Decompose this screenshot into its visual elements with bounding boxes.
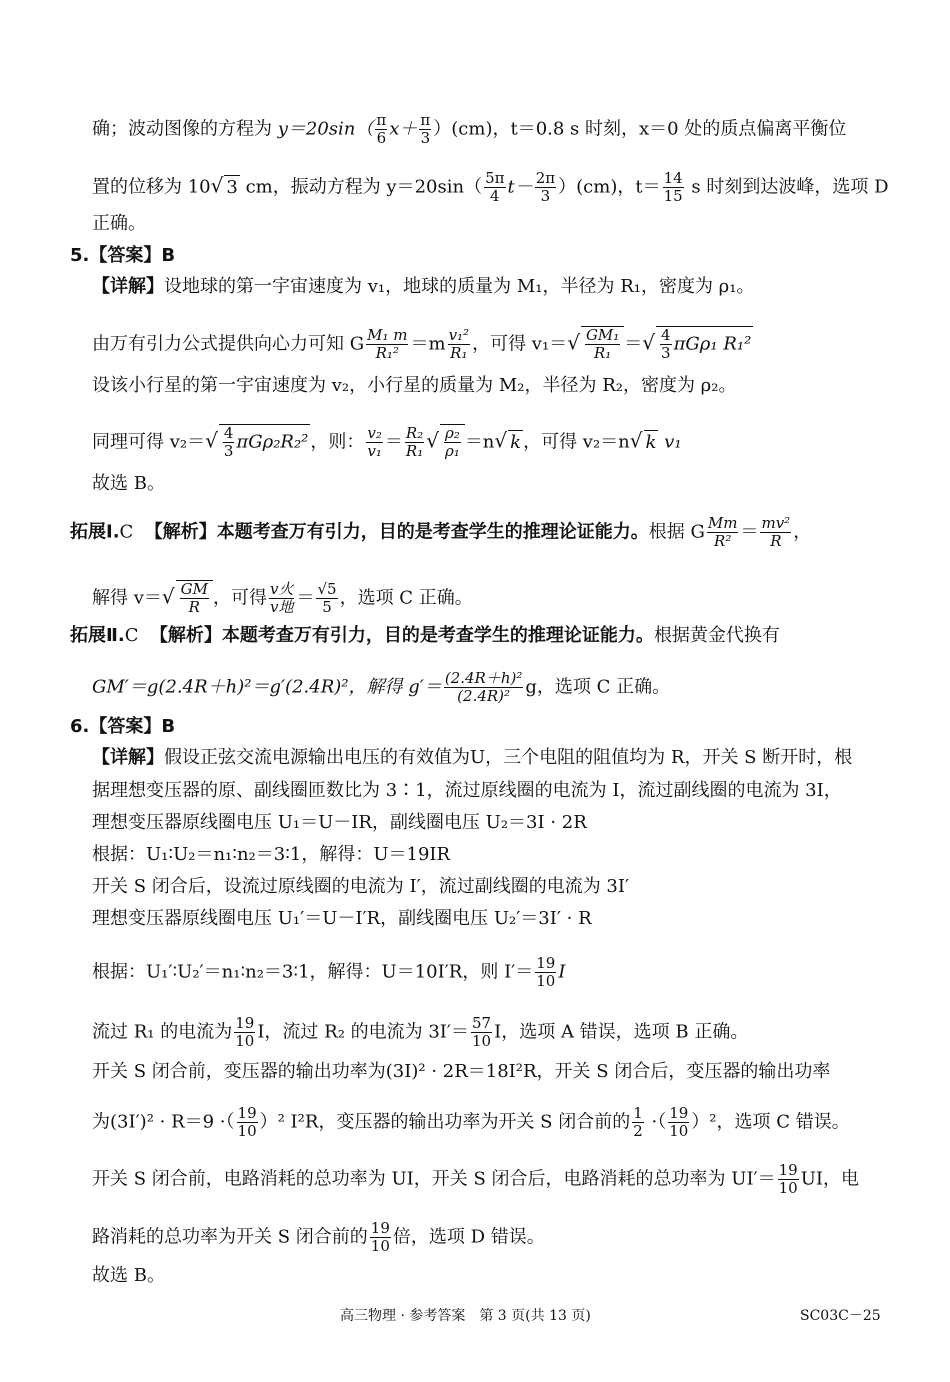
fraction: $\frac{\pi}{3}$ [420, 111, 431, 147]
text: ， [793, 521, 812, 543]
q5-detail-1 [92, 275, 754, 299]
sqrt: $\frac{GM}{R}$ [176, 580, 213, 616]
text: ＝n [464, 431, 495, 453]
text: 确；波动图像的方程为 [92, 118, 278, 140]
sqrt: $\frac{\text{GM₁}}{\text{R₁}}$ [581, 326, 624, 362]
q6-line-10 [92, 1105, 850, 1140]
text: 置的位移为 10 [92, 176, 211, 198]
text: x＋ [389, 118, 418, 140]
text: 流过 R₁ 的电流为 [92, 1021, 233, 1043]
fraction: $\frac{19}{10}$ [237, 1104, 257, 1140]
fraction: $\frac{5\pi}{4}$ [485, 169, 505, 205]
text: ，则： [310, 431, 365, 453]
text: cm，振动方程为 y＝20sin（ [239, 176, 483, 198]
fraction: $\frac{√5}{5}$ [317, 580, 337, 616]
q5-answer-label: 5.【答案】B [70, 245, 176, 266]
text: v₁ [658, 431, 682, 453]
ext1-line-2: 解得 v＝√ $\frac{GM}{R}$ ，可得 $\frac{\text{v火}}{\text{v地}}$ ＝ $\frac{√5}{5}$ ，选项 C 正确。 [92, 580, 473, 616]
q6-line-6: 理想变压器原线圈电压 U₁′＝U－I′R，副线圈电压 U₂′＝3I′ · R [92, 908, 592, 929]
fraction: $\frac{\text{v₂}}{\text{v₁}}$ [367, 424, 382, 460]
ext-tag: 拓展Ⅰ. [70, 521, 120, 543]
sqrt: k [645, 431, 657, 453]
text: 同理可得 v₂＝ [92, 431, 206, 453]
text: 开关 S 闭合前，电路消耗的总功率为 UI，开关 S 闭合后，电路消耗的总功率为 UI′＝ [92, 1168, 776, 1190]
fraction: $\frac{\text{M₁ m}}{\text{R₁²}}$ [367, 326, 408, 362]
q6-line-13: 故选 B。 [92, 1265, 165, 1286]
text: ）(cm)，t＝0.8 s 时刻，x＝0 处的质点偏离平衡位 [433, 118, 847, 140]
text: UI，电 [800, 1168, 860, 1190]
q6-line-4: 根据：U₁∶U₂＝n₁∶n₂＝3∶1，解得：U＝19IR [92, 844, 451, 865]
text: ＝m [410, 333, 446, 355]
q5-detail-2: 由万有引力公式提供向心力可知 G $\frac{\text{M₁ m}}{\text{R₁²}}$ ＝m $\frac{\text{v₁²}}{\text{R₁}}$ ，可得 v₁＝√ $\frac{\text{GM₁}}{\text{R₁}}$ ＝√ $\frac{4}{3}$ πGρ₁ R₁² [92, 326, 752, 362]
q6-line-12 [92, 1220, 545, 1255]
text: I，流过 R₂ 的电流为 3I′＝ [257, 1021, 470, 1043]
text: 由万有引力公式提供向心力可知 G [92, 333, 365, 355]
fraction: $\frac{Mm}{\text{R²}}$ [707, 514, 738, 550]
q5-detail-4: 同理可得 v₂＝√ $\frac{4}{3}$ πGρ₂R₂² ，则： $\frac{\text{v₂}}{\text{v₁}}$ ＝ $\frac{\text{R₂}}{\text{R₁}}$ √ $\frac{\text{ρ₂}}{\text{ρ₁}}$ ＝n√ k ，可得 v₂＝n√ k v₁ [92, 424, 682, 460]
text: ，可得 v₁＝ [472, 333, 568, 355]
ext-tag: 拓展Ⅱ. [70, 625, 125, 646]
q6-line-2: 据理想变压器的原、副线圈匝数比为 3∶1，流过原线圈的电流为 I，流过副线圈的电流为 3I， [92, 780, 842, 801]
q6-line-5: 开关 S 闭合后，设流过原线圈的电流为 I′，流过副线圈的电流为 3I′ [92, 876, 630, 897]
sqrt: $\frac{4}{3}$ πGρ₁ R₁² [656, 326, 753, 362]
q5-detail-3: 设该小行星的第一宇宙速度为 v₂，小行星的质量为 M₂，半径为 R₂，密度为 ρ₂。 [92, 375, 737, 396]
ext-heading: 【解析】本题考查万有引力，目的是考查学生的推理论证能力。 [149, 625, 654, 646]
detail-tag: 【详解】 [92, 747, 164, 768]
ext-heading: 【解析】本题考查万有引力，目的是考查学生的推理论证能力。 [144, 521, 649, 543]
text: I，选项 A 错误，选项 B 正确。 [494, 1021, 749, 1043]
text: 设地球的第一宇宙速度为 v₁，地球的质量为 M₁，半径为 R₁，密度为 ρ₁。 [164, 276, 755, 297]
text: t－ [507, 176, 533, 198]
fraction: $\frac{\text{v火}}{\text{v地}}$ [269, 580, 294, 616]
fraction: $\frac{57}{10}$ [472, 1014, 492, 1050]
ext-answer: C [119, 521, 134, 543]
q6-line-8 [92, 1015, 748, 1050]
q6-line-3: 理想变压器原线圈电压 U₁＝U－IR，副线圈电压 U₂＝3I · 2R [92, 812, 587, 833]
text: 根据黄金代换有 [653, 625, 780, 646]
footer-page-info: 高三物理 · 参考答案 第 3 页(共 13 页) [340, 1308, 591, 1324]
text: ·（ [645, 1111, 667, 1133]
cont-line-2: 置的位移为 10√ 3 cm，振动方程为 y＝20sin（ $\frac{5\pi}{4}$ t－ $\frac{2\pi}{3}$ ）(cm)，t＝ $\frac{14}{15}$ s 时刻到达波峰，选项 D [92, 169, 889, 205]
ext2-line-1 [70, 624, 780, 648]
q6-line-9: 开关 S 闭合前，变压器的输出功率为(3I)² · 2R＝18I²R，开关 S 闭合后，变压器的输出功率 [92, 1061, 831, 1082]
fraction: $\frac{1}{2}$ [633, 1104, 643, 1140]
cont-line-3: 正确。 [92, 213, 146, 234]
fraction: $\frac{\text{mv²}}{R}$ [761, 514, 791, 550]
fraction: $\frac{19}{10}$ [235, 1014, 255, 1050]
text: 假设正弦交流电源输出电压的有效值为U，三个电阻的阻值均为 R，开关 S 断开时，根 [164, 747, 853, 768]
fraction: $\frac{2\pi}{3}$ [535, 169, 556, 205]
ext1-line-1: 拓展Ⅰ.C 【解析】本题考查万有引力，目的是考查学生的推理论证能力。根据 G $\frac{Mm}{\text{R²}}$ ＝ $\frac{\text{mv²}}{R}$ ， [70, 514, 812, 550]
text: 路消耗的总功率为开关 S 闭合前的 [92, 1226, 368, 1248]
text: 解得 v＝ [92, 587, 162, 609]
text: ）²，选项 C 错误。 [691, 1111, 850, 1133]
footer-code: SC03C－25 [800, 1308, 881, 1324]
fraction: $\frac{19}{10}$ [669, 1104, 689, 1140]
text: 根据 G [648, 521, 705, 543]
text: ）² I²R，变压器的输出功率为开关 S 闭合前的 [259, 1111, 631, 1133]
text: g，选项 C 正确。 [525, 676, 671, 698]
ext-answer: C [124, 625, 139, 646]
text: y＝20sin（ [277, 118, 374, 140]
text: 为(3I′)² · R＝9 ·（ [92, 1111, 235, 1133]
sqrt: k [510, 431, 522, 453]
text: ）(cm)，t＝ [558, 176, 661, 198]
ext2-line-2 [92, 670, 670, 705]
q6-answer-label: 6.【答案】B [70, 716, 176, 737]
text: s 时刻到达波峰，选项 D [685, 176, 889, 198]
fraction: $\frac{19}{10}$ [536, 954, 556, 990]
cont-line-1 [92, 112, 846, 147]
q6-line-1 [92, 746, 852, 770]
fraction: $\frac{\text{R₂}}{\text{R₁}}$ [405, 424, 424, 460]
q6-line-7 [92, 955, 565, 990]
text: ，选项 C 正确。 [339, 587, 473, 609]
text: 倍，选项 D 错误。 [392, 1226, 545, 1248]
sqrt: 3 [226, 176, 238, 198]
fraction: $\frac{14}{15}$ [663, 169, 683, 205]
text: 根据：U₁′∶U₂′＝n₁∶n₂＝3∶1，解得：U＝10I′R，则 I′＝ [92, 961, 534, 983]
detail-tag: 【详解】 [92, 276, 164, 297]
fraction: $\frac{\pi}{6}$ [376, 111, 387, 147]
text: ＝ [624, 333, 643, 355]
fraction: $\frac{\text{(2.4R＋h)²}}{\text{(2.4R)²}}$ [444, 669, 523, 705]
fraction: $\frac{19}{10}$ [778, 1161, 798, 1197]
fraction: $\frac{\text{v₁²}}{\text{R₁}}$ [448, 326, 470, 362]
text: I [558, 961, 566, 983]
text: GM′＝g(2.4R＋h)²＝g′(2.4R)²，解得 g′＝ [92, 676, 442, 698]
sqrt: $\frac{\text{ρ₂}}{\text{ρ₁}}$ [440, 424, 465, 460]
sqrt: $\frac{4}{3}$ πGρ₂R₂² [219, 424, 311, 460]
q6-line-11 [92, 1162, 859, 1197]
fraction: $\frac{19}{10}$ [370, 1219, 390, 1255]
text: ，可得 v₂＝n [523, 431, 630, 453]
q5-detail-5: 故选 B。 [92, 473, 165, 494]
text: ，可得 [212, 587, 267, 609]
